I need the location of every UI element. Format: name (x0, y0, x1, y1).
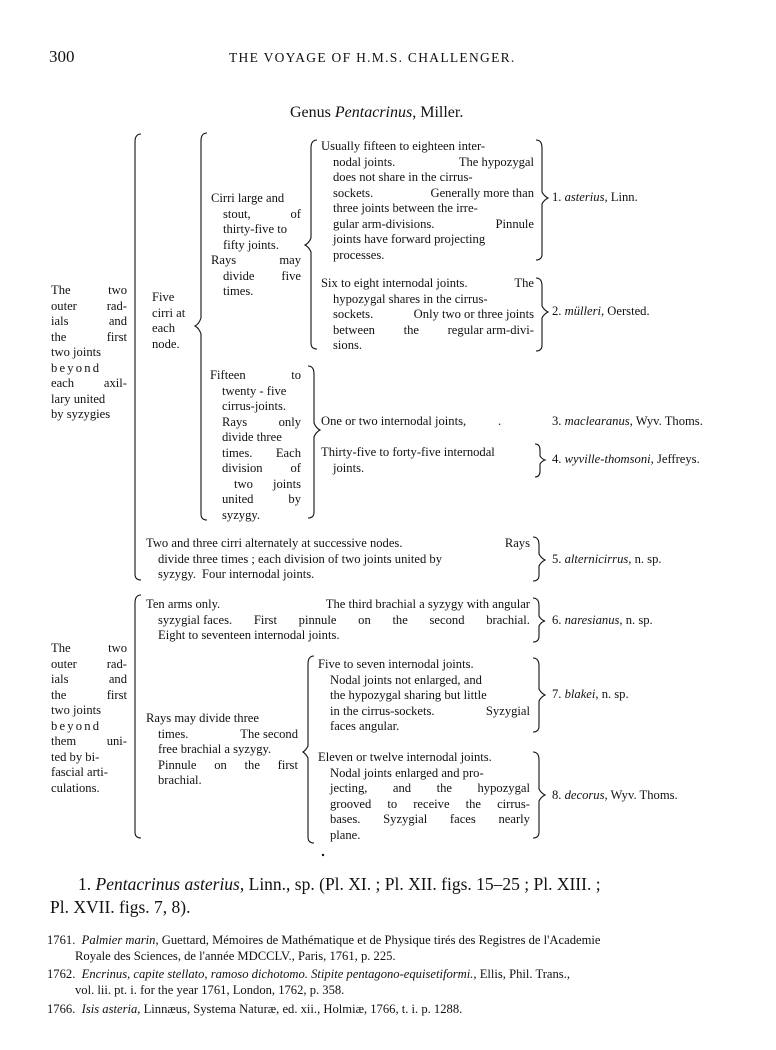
bracket-rays (303, 656, 314, 843)
species-3: 3. maclearanus, Wyv. Thoms. (552, 414, 703, 428)
reference-1761: 1761. Palmier marin, Guettard, Mémoires de Mathématique et de Physique tirés des Registres de l'Academie Royale des Sciences, de l'année MDCCLV., Paris, 1761, p. 225. (47, 933, 601, 963)
desc7-text: Five to seven internodal joints. Nodal joints not enlarged, and the hypozygal sharing but little in the cirrus-sockets. Syzygial faces angular. (318, 657, 530, 733)
bracket-desc7 (533, 658, 545, 732)
bracket-desc5 (533, 537, 545, 581)
desc3-text: One or two internodal joints, (321, 414, 467, 428)
species-6: 6. naresianus, n. sp. (552, 613, 653, 627)
bracket-group-a (135, 134, 141, 580)
group-a-label: The two outer rad- ials and the first two joints beyond each axil- lary united by syzygies (51, 283, 127, 421)
desc5-text: Two and three cirri alternately at successive nodes. Rays divide three times ; each division of two joints united by syzygy. Four internodal joints. (146, 536, 530, 581)
group-b-label: The two outer rad- ials and the first two joints beyond them uni- ted by bi- fascial arti- culations. (51, 641, 127, 795)
bracket-desc1 (536, 140, 548, 260)
rays-label: Rays may divide three times. The second free brachial a syzygy. Pinnule on the first brachial. (146, 711, 298, 787)
bracket-desc6 (533, 598, 545, 642)
species-5: 5. alternicirrus, n. sp. (552, 552, 662, 566)
bracket-desc8 (533, 752, 545, 838)
genus-title: Genus Pentacrinus, Miller. (290, 104, 464, 121)
species-7: 7. blakei, n. sp. (552, 687, 629, 701)
desc6-text: Ten arms only. The third brachial a syzygy with angular syzygial faces. First pinnule on the second brachial. Eight to seventeen internodal joints. (146, 597, 530, 642)
stray-dot (322, 854, 324, 856)
bracket-desc2 (536, 278, 548, 351)
desc2-text: Six to eight internodal joints. The hypozygal shares in the cirrus- sockets. Only two or three joints between the regular arm-divi- sions. (321, 276, 534, 352)
reference-1766: 1766. Isis asteria, Linnæus, Systema Naturæ, ed. xii., Holmiæ, 1766, t. i. p. 1288. (47, 1002, 463, 1016)
cirri-large-label: Cirri large and stout, of thirty-five to fifty joints. Rays may divide five times. (211, 191, 301, 298)
species-1: 1. asterius, Linn. (552, 190, 638, 204)
page-number: 300 (49, 47, 75, 66)
desc8-text: Eleven or twelve internodal joints. Nodal joints enlarged and pro- jecting, and the hypozygal grooved to receive the cirrus- bases. Syzygial faces nearly plane. (318, 750, 530, 842)
fifteen-label: Fifteen to twenty - five cirrus-joints. Rays only divide three times. Each division of two joints united by syzygy. (210, 368, 301, 522)
section-heading-line2: Pl. XVII. figs. 7, 8). (50, 897, 191, 917)
five-cirri-label: Five cirri at each node. (152, 290, 186, 351)
desc3-dot: . (498, 414, 502, 428)
species-4: 4. wyville-thomsoni, Jeffreys. (552, 452, 700, 466)
reference-1762: 1762. Encrinus, capite stellato, ramoso dichotomo. Stipite pentagono-equisetiformi., Ellis, Phil. Trans., vol. lii. pt. i. for the year 1761, London, 1762, p. 358. (47, 967, 570, 997)
bracket-cirri-large (305, 140, 317, 349)
bracket-group-b (135, 595, 141, 838)
running-title: THE VOYAGE OF H.M.S. CHALLENGER. (229, 50, 516, 65)
species-2: 2. mülleri, Oersted. (552, 304, 650, 318)
section-heading: 1. Pentacrinus asterius, Linn., sp. (Pl. XI. ; Pl. XII. figs. 15–25 ; Pl. XIII. ; (78, 874, 601, 894)
desc4-text: Thirty-five to forty-five internodal joints. (321, 445, 495, 475)
bracket-fifteen (308, 366, 320, 518)
species-8: 8. decorus, Wyv. Thoms. (552, 788, 678, 802)
desc1-text: Usually fifteen to eighteen inter- nodal joints. The hypozygal does not share in the cirrus- sockets. Generally more than three joints between the irre- gular arm-divisions. Pinnule joints have forward projecting processes. (321, 139, 534, 262)
bracket-desc4 (535, 444, 545, 477)
